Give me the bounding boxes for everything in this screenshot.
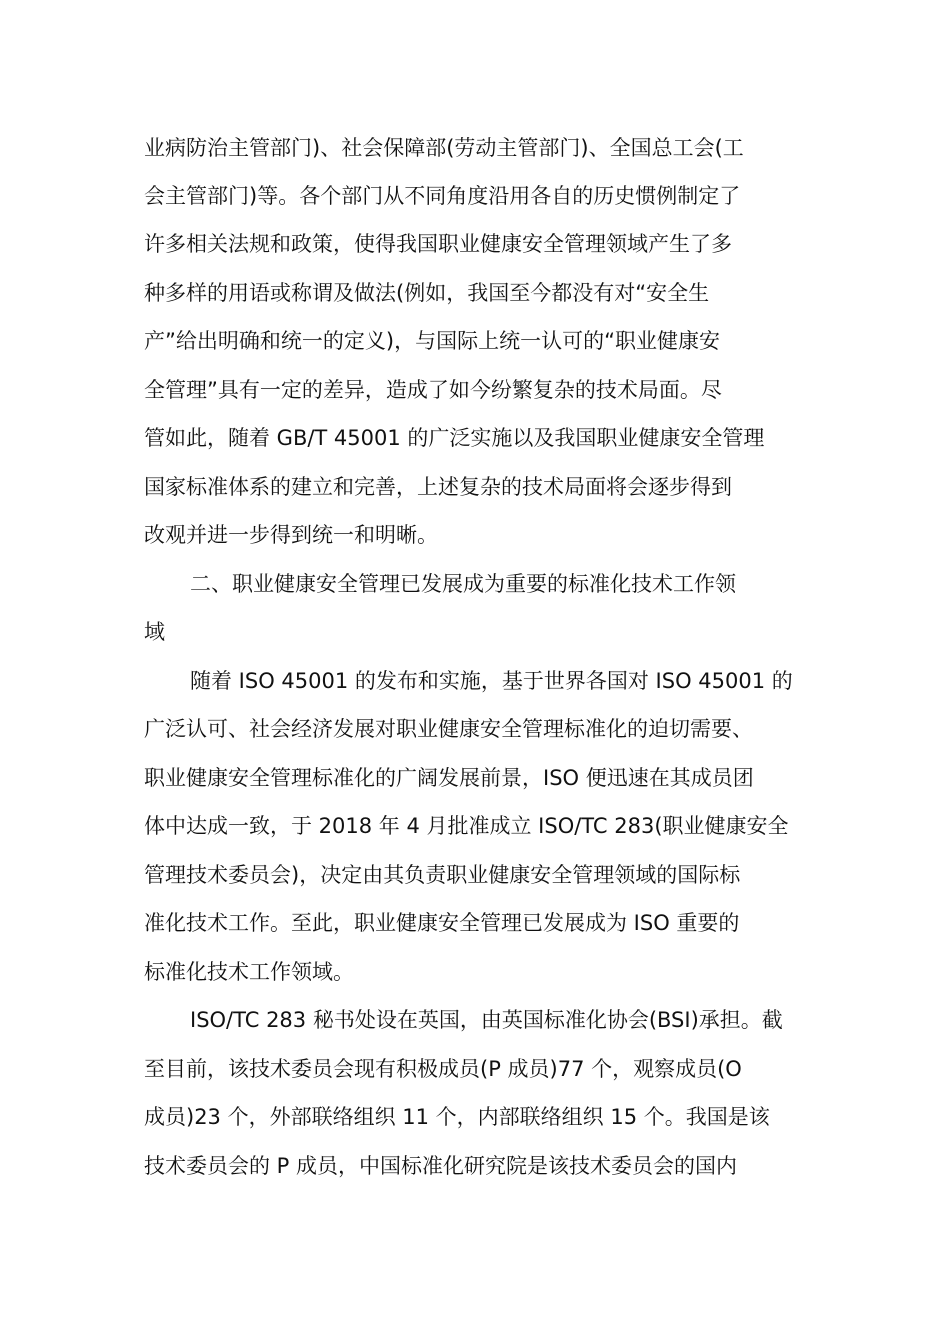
text-line: 许多相关法规和政策，使得我国职业健康安全管理领域产生了多: [144, 232, 732, 256]
text-line: 产”给出明确和统一的定义)，与国际上统一认可的“职业健康安: [144, 329, 720, 353]
text-line: 管理技术委员会)，决定由其负责职业健康安全管理领域的国际标: [144, 863, 741, 887]
text-line: 标准化技术工作领域。: [144, 960, 354, 984]
text-line: 至目前，该技术委员会现有积极成员(P 成员)77 个，观察成员(O: [144, 1057, 742, 1081]
text-line: 管如此，随着 GB/T 45001 的广泛实施以及我国职业健康安全管理: [144, 426, 765, 450]
section-heading: 二、职业健康安全管理已发展成为重要的标准化技术工作领: [190, 572, 736, 596]
text-line: 种多样的用语或称谓及做法(例如，我国至今都没有对“安全生: [144, 281, 710, 305]
text-line: 业病防治主管部门)、社会保障部(劳动主管部门)、全国总工会(工: [144, 136, 744, 160]
text-line: 国家标准体系的建立和完善，上述复杂的技术局面将会逐步得到: [144, 475, 732, 499]
text-line: 全管理”具有一定的差异，造成了如今纷繁复杂的技术局面。尽: [144, 378, 722, 402]
text-line: 改观并进一步得到统一和明晰。: [144, 523, 438, 547]
section-heading-continuation: 域: [144, 620, 165, 644]
text-line: 体中达成一致，于 2018 年 4 月批准成立 ISO/TC 283(职业健康安全: [144, 814, 789, 838]
text-line: 技术委员会的 P 成员，中国标准化研究院是该技术委员会的国内: [144, 1154, 738, 1178]
text-line: 会主管部门)等。各个部门从不同角度沿用各自的历史惯例制定了: [144, 184, 741, 208]
text-line: 随着 ISO 45001 的发布和实施，基于世界各国对 ISO 45001 的: [190, 669, 793, 693]
text-line: 成员)23 个，外部联络组织 11 个，内部联络组织 15 个。我国是该: [144, 1105, 770, 1129]
text-line: 准化技术工作。至此，职业健康安全管理已发展成为 ISO 重要的: [144, 911, 740, 935]
text-line: 广泛认可、社会经济发展对职业健康安全管理标准化的迫切需要、: [144, 717, 753, 741]
text-line: ISO/TC 283 秘书处设在英国，由英国标准化协会(BSI)承担。截: [190, 1008, 783, 1032]
text-line: 职业健康安全管理标准化的广阔发展前景，ISO 便迅速在其成员团: [144, 766, 754, 790]
